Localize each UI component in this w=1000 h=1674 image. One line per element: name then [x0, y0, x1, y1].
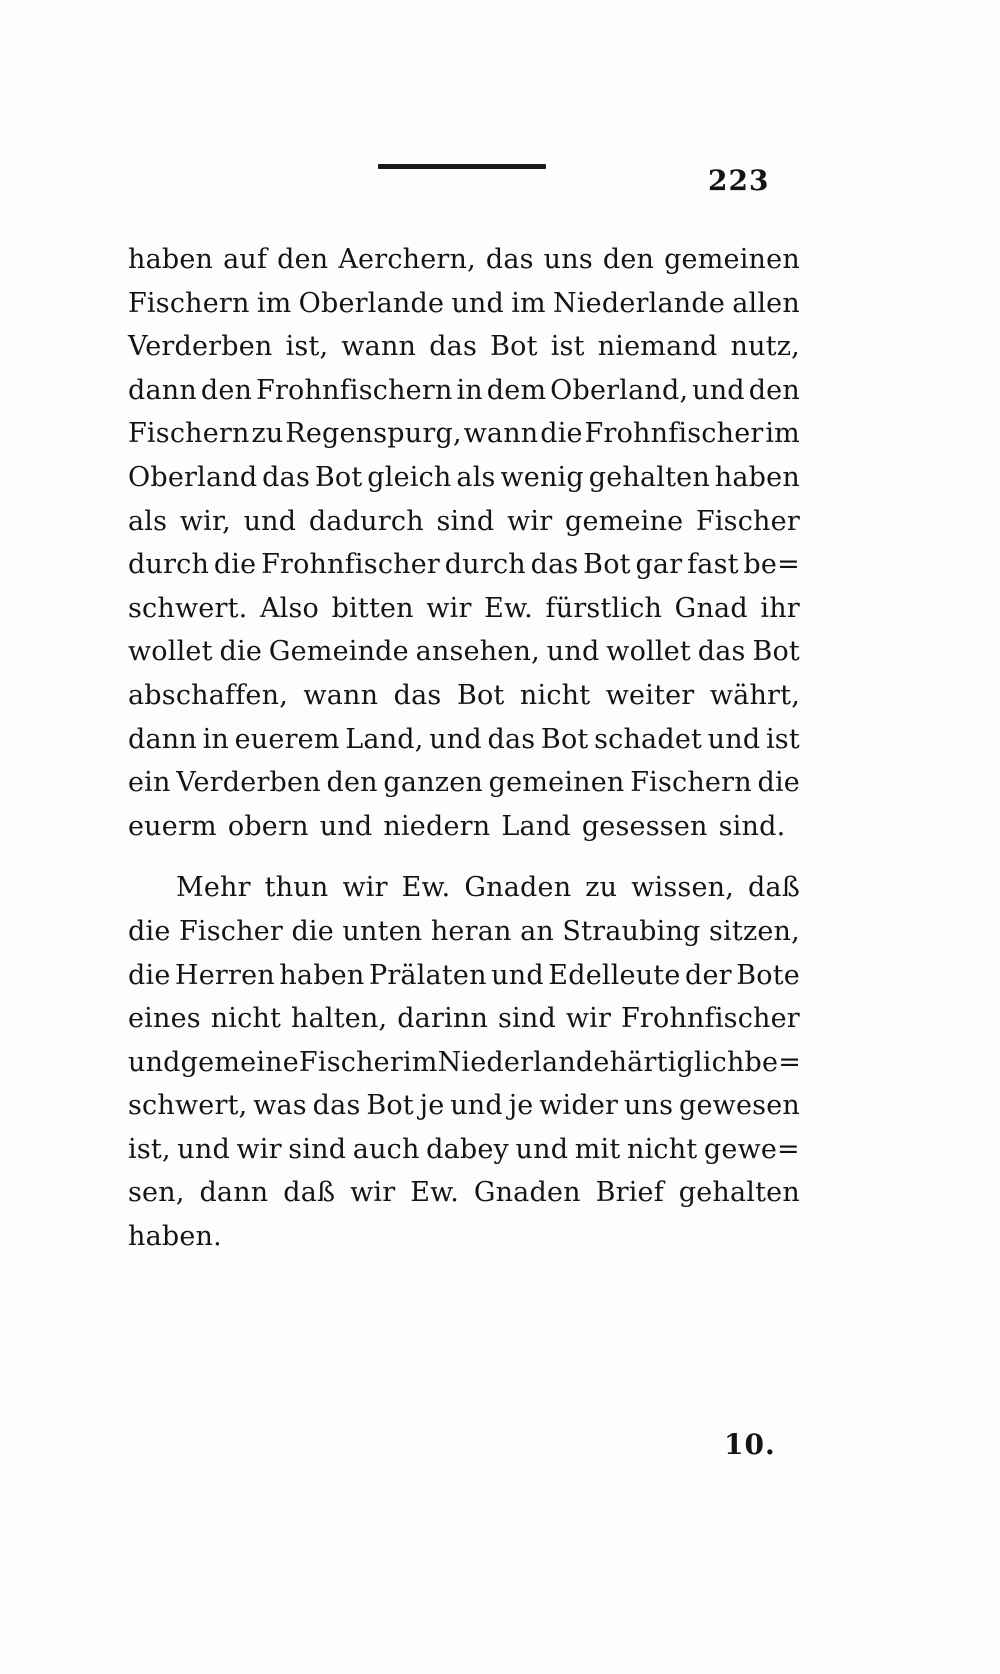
word: das: [262, 461, 311, 493]
paragraph-2: [128, 866, 800, 1258]
text-line: [128, 456, 800, 500]
word: zu: [251, 418, 284, 450]
text-line: [128, 587, 800, 631]
word: haben.: [128, 1221, 222, 1253]
word: und: [515, 1133, 569, 1165]
word: und: [692, 374, 745, 406]
text-line: [128, 412, 800, 456]
word: darinn: [397, 1003, 489, 1035]
word: schwert.: [128, 592, 248, 624]
text-line: [128, 238, 800, 282]
word: und: [177, 1133, 230, 1165]
word: gemeine: [565, 505, 684, 537]
catchword: 10.: [724, 1428, 776, 1461]
word: durch: [128, 549, 210, 581]
word: ganzen: [383, 767, 483, 799]
word: dem: [486, 374, 547, 406]
text-line: [128, 761, 800, 805]
word: ist: [550, 331, 585, 363]
word: thun: [264, 872, 329, 904]
word: ansehen,: [415, 636, 540, 668]
word: schadet: [594, 723, 703, 755]
word: uns: [543, 244, 593, 275]
word: allen: [732, 287, 800, 319]
word: niemand: [597, 331, 718, 363]
word: Gnad: [674, 592, 748, 624]
word: wann: [341, 331, 417, 363]
text-line: [128, 325, 800, 369]
word: sind: [288, 1133, 347, 1165]
page-number: 223: [708, 164, 770, 197]
word: Brief: [595, 1177, 664, 1209]
word: heran: [430, 915, 512, 947]
word: und: [429, 723, 482, 755]
word: Bot: [490, 331, 538, 363]
word: und: [319, 810, 373, 842]
word: Bot: [314, 461, 363, 493]
word: Gemeinde: [268, 636, 409, 668]
text-line: [128, 910, 800, 954]
word: und: [451, 287, 504, 319]
word: je: [419, 1090, 445, 1122]
word: Ew.: [401, 872, 451, 904]
word: dabey: [426, 1133, 510, 1165]
text-line: [128, 954, 800, 998]
word: und: [491, 959, 544, 991]
word: sind: [436, 505, 495, 537]
word: be=: [744, 1046, 802, 1078]
word: Fischer: [178, 915, 283, 947]
word: Fischer: [695, 505, 800, 537]
text-line: [128, 1041, 800, 1085]
paragraph-gap: [128, 848, 800, 866]
word: sind: [497, 1003, 556, 1035]
word: bitten: [331, 592, 414, 624]
word: Mehr: [176, 872, 251, 904]
word: halten,: [290, 1003, 388, 1035]
word: euerm: [128, 810, 217, 842]
word: Bot: [540, 723, 589, 755]
word: gemeine: [180, 1046, 299, 1078]
text-line: [128, 997, 800, 1041]
word: dann: [128, 374, 197, 406]
word: die: [213, 549, 257, 581]
word: im: [511, 287, 546, 319]
word: Regenspurg,: [285, 418, 462, 450]
word: das: [487, 723, 536, 755]
word: fast: [687, 549, 739, 581]
word: die: [128, 959, 171, 991]
word: gleich: [367, 461, 452, 493]
word: wir: [507, 505, 553, 537]
word: Herren: [174, 959, 275, 991]
word: Gnaden: [464, 872, 572, 904]
word: Bot: [752, 636, 800, 668]
word: wir: [565, 1003, 612, 1035]
word: Fischern: [630, 767, 752, 799]
word: Ew.: [484, 592, 533, 624]
word: Fischern: [128, 418, 250, 450]
word: den: [748, 374, 800, 406]
word: ein: [128, 767, 171, 799]
word: die: [757, 767, 800, 799]
word: den: [200, 374, 253, 406]
word: uns: [623, 1090, 674, 1122]
word: und: [707, 723, 761, 755]
word: Oberland,: [550, 374, 689, 406]
word: Niederlande: [437, 1046, 610, 1078]
word: unten: [342, 915, 423, 947]
word: und: [450, 1090, 503, 1122]
word: durch: [444, 549, 526, 581]
word: ist,: [128, 1133, 171, 1165]
word: ist: [765, 723, 800, 755]
word: zu: [585, 872, 618, 904]
word: wir: [342, 872, 388, 904]
word: wollet: [606, 636, 691, 668]
text-line: [128, 500, 800, 544]
word: dadurch: [308, 505, 424, 537]
word: als: [456, 461, 496, 493]
word: dann: [199, 1177, 269, 1209]
word: der: [685, 959, 732, 991]
word: gehalten: [678, 1177, 800, 1209]
header-rule: [378, 164, 546, 169]
word: das: [429, 331, 478, 363]
text-line: [128, 1128, 800, 1172]
word: im: [256, 287, 292, 319]
word: weiter: [605, 679, 695, 711]
word: das: [393, 679, 442, 711]
word: Frohnfischer: [584, 418, 764, 450]
word: Aerchern,: [338, 244, 476, 275]
word: Bot: [366, 1090, 414, 1122]
word: das: [697, 636, 746, 668]
paragraph-1: [128, 238, 800, 848]
word: den: [326, 767, 378, 799]
word: daß: [283, 1177, 336, 1209]
word: fürstlich: [545, 592, 663, 624]
word: haben: [714, 461, 800, 493]
word: was: [253, 1090, 307, 1122]
word: wir: [426, 592, 472, 624]
text-line: [128, 805, 800, 849]
word: Fischer: [298, 1046, 403, 1078]
word: in: [202, 723, 230, 755]
word: Verderben: [176, 767, 321, 799]
word: euerem: [234, 723, 340, 755]
word: und: [128, 1046, 181, 1078]
word: das: [312, 1090, 361, 1122]
word: Ew.: [410, 1177, 459, 1209]
word: Prälaten: [368, 959, 487, 991]
word: Bot: [456, 679, 505, 711]
word: haben: [128, 244, 214, 275]
word: und: [243, 505, 297, 537]
word: abschaffen,: [128, 679, 288, 711]
word: Oberlande: [298, 287, 445, 319]
word: Fischern: [128, 287, 250, 319]
word: je: [508, 1090, 534, 1122]
body-text: [128, 238, 800, 1259]
text-line: [128, 543, 800, 587]
word: im: [402, 1046, 438, 1078]
word: Bote: [736, 959, 800, 991]
word: den: [602, 244, 655, 275]
word: Verderben: [128, 331, 273, 363]
word: in: [456, 374, 483, 406]
word: Land: [501, 810, 571, 842]
word: dann: [128, 723, 197, 755]
word: wider: [539, 1090, 619, 1122]
word: gewe=: [703, 1133, 800, 1165]
word: wann: [303, 679, 379, 711]
word: als: [128, 505, 168, 537]
word: die: [291, 915, 334, 947]
word: niedern: [383, 810, 491, 842]
word: Frohnfischer: [261, 549, 441, 581]
word: den: [277, 244, 329, 275]
word: nicht: [626, 1133, 698, 1165]
word: nicht: [519, 679, 591, 711]
word: die: [540, 418, 583, 450]
text-line: [128, 1084, 800, 1128]
word: Land,: [345, 723, 424, 755]
word: gewesen: [679, 1090, 800, 1122]
word: Bot: [583, 549, 631, 581]
text-line: [128, 674, 800, 718]
word: das: [530, 549, 579, 581]
word: nutz,: [730, 331, 800, 363]
word: die: [128, 915, 171, 947]
word: und: [546, 636, 600, 668]
text-line: [128, 866, 800, 910]
word: gemeinen: [488, 767, 625, 799]
word: obern: [227, 810, 309, 842]
word: wissen,: [631, 872, 734, 904]
word: wollet: [128, 636, 213, 668]
text-line: [128, 630, 800, 674]
word: schwert,: [128, 1090, 248, 1122]
word: gar: [635, 549, 683, 581]
text-line: [128, 718, 800, 762]
word: sen,: [128, 1177, 185, 1209]
word: härtiglich: [609, 1046, 745, 1078]
word: Frohnfischern: [256, 374, 453, 406]
text-line: [128, 1171, 800, 1215]
word: gemeinen: [664, 244, 800, 275]
word: auf: [223, 244, 268, 275]
word: wir,: [179, 505, 231, 537]
text-line: [128, 282, 800, 326]
word: gehalten: [588, 461, 710, 493]
word: die: [219, 636, 262, 668]
word: auch: [352, 1133, 420, 1165]
word: Straubing: [562, 915, 701, 947]
word: sitzen,: [709, 915, 800, 947]
word: gesessen: [581, 810, 708, 842]
word: wir: [236, 1133, 282, 1165]
word: Edelleute: [548, 959, 681, 991]
word: nicht: [210, 1003, 282, 1035]
word: ihr: [760, 592, 800, 624]
text-line: [128, 1215, 800, 1259]
word: wir: [350, 1177, 396, 1209]
word: mit: [574, 1133, 621, 1165]
word: an: [520, 915, 554, 947]
word: währt,: [709, 679, 800, 711]
word: Niederlande: [553, 287, 726, 319]
word: wann: [463, 418, 539, 450]
text-line: [128, 369, 800, 413]
word: Frohnfischer: [620, 1003, 800, 1035]
word: wenig: [500, 461, 584, 493]
word: Also: [259, 592, 320, 624]
word: ist,: [285, 331, 329, 363]
word: das: [485, 244, 534, 275]
word: eines: [128, 1003, 201, 1035]
word: im: [765, 418, 800, 450]
word: daß: [747, 872, 800, 904]
word: be=: [743, 549, 800, 581]
word: sind.: [718, 810, 786, 842]
word: haben: [279, 959, 365, 991]
word: Gnaden: [473, 1177, 581, 1209]
word: Oberland: [128, 461, 258, 493]
